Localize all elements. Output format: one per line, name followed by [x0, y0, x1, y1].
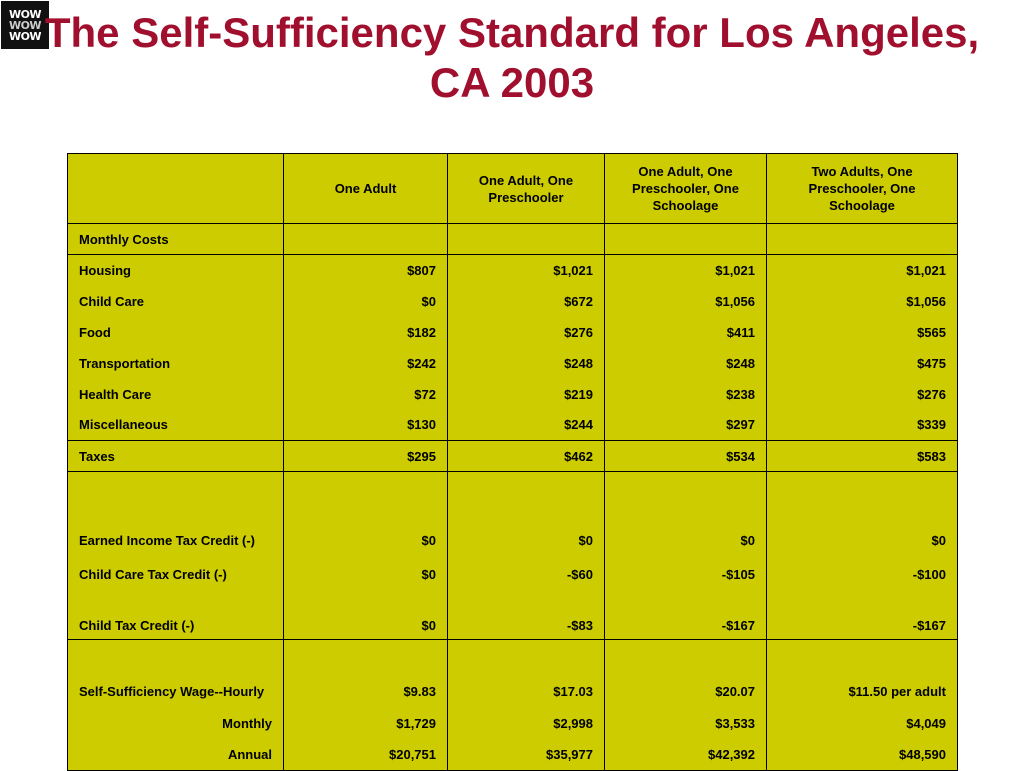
cell-value: $17.03 [448, 640, 605, 709]
row-label: Earned Income Tax Credit (-) [68, 472, 284, 556]
cell-value: $1,729 [284, 708, 448, 739]
row-label: Child Care [68, 286, 284, 317]
cell-value: $1,021 [605, 255, 767, 286]
cell-value: $42,392 [605, 739, 767, 770]
cell-value: $4,049 [767, 708, 958, 739]
cell-value: $1,056 [605, 286, 767, 317]
section-label: Monthly Costs [68, 224, 284, 255]
column-header: Two Adults, One Preschooler, One Schoolage [767, 154, 958, 224]
table-row [68, 593, 958, 640]
cell-value: $583 [767, 441, 958, 472]
cell-value: $276 [448, 317, 605, 348]
header-row [68, 154, 958, 224]
cell-value: -$100 [767, 555, 958, 593]
cell-value: $276 [767, 379, 958, 410]
cell-value: -$83 [448, 593, 605, 640]
cell-value: $462 [448, 441, 605, 472]
table-row [68, 555, 958, 593]
table-row [68, 441, 958, 472]
cell-value: $2,998 [448, 708, 605, 739]
cell-value: $339 [767, 410, 958, 441]
cell-value: $72 [284, 379, 448, 410]
table-row [68, 317, 958, 348]
cell-value: $297 [605, 410, 767, 441]
cell-value: $0 [284, 555, 448, 593]
cell-value: $1,021 [448, 255, 605, 286]
cell-value: $219 [448, 379, 605, 410]
cell-value: $20.07 [605, 640, 767, 709]
row-label: Health Care [68, 379, 284, 410]
cell-value: $1,056 [767, 286, 958, 317]
cell-value: $672 [448, 286, 605, 317]
row-label: Annual [68, 739, 284, 770]
table-row [68, 410, 958, 441]
row-label: Transportation [68, 348, 284, 379]
cell-value: $238 [605, 379, 767, 410]
cell-value: $248 [448, 348, 605, 379]
table-row [68, 255, 958, 286]
row-label: Child Care Tax Credit (-) [68, 555, 284, 593]
cell-value: $0 [284, 593, 448, 640]
table-row [68, 286, 958, 317]
cell-value: $182 [284, 317, 448, 348]
table-row [68, 379, 958, 410]
cell-value: $1,021 [767, 255, 958, 286]
row-label: Child Tax Credit (-) [68, 593, 284, 640]
table-row [68, 640, 958, 709]
cell-value: $35,977 [448, 739, 605, 770]
logo-line: WOW [8, 29, 42, 43]
cell-value: $0 [605, 472, 767, 556]
column-header: One Adult, One Preschooler [448, 154, 605, 224]
row-label: Miscellaneous [68, 410, 284, 441]
self-sufficiency-table [67, 153, 958, 771]
cell-value: -$167 [605, 593, 767, 640]
cell-value: $248 [605, 348, 767, 379]
row-label: Food [68, 317, 284, 348]
cell-value: $242 [284, 348, 448, 379]
cell-value: $11.50 per adult [767, 640, 958, 709]
cell-value: -$105 [605, 555, 767, 593]
cell-value: $244 [448, 410, 605, 441]
cell-value: $0 [448, 472, 605, 556]
cell-value: $295 [284, 441, 448, 472]
row-label: Monthly [68, 708, 284, 739]
cell-value: $0 [767, 472, 958, 556]
table-row [68, 739, 958, 770]
cell-value: $475 [767, 348, 958, 379]
cell-value: $20,751 [284, 739, 448, 770]
table-row [68, 708, 958, 739]
row-label: Housing [68, 255, 284, 286]
row-label: Self-Sufficiency Wage--Hourly [68, 640, 284, 709]
row-label: Taxes [68, 441, 284, 472]
page-title: The Self-Sufficiency Standard for Los Angeles, CA 2003 [44, 9, 980, 106]
cell-value: $3,533 [605, 708, 767, 739]
column-header: One Adult, One Preschooler, One Schoolage [605, 154, 767, 224]
column-header [68, 154, 284, 224]
cell-value: -$60 [448, 555, 605, 593]
cell-value: $534 [605, 441, 767, 472]
cell-value: -$167 [767, 593, 958, 640]
logo-line: WOW [8, 7, 42, 21]
table-row [68, 472, 958, 556]
table-row [68, 348, 958, 379]
cell-value: $0 [284, 286, 448, 317]
cell-value: $411 [605, 317, 767, 348]
cell-value: $807 [284, 255, 448, 286]
cell-value: $565 [767, 317, 958, 348]
column-header: One Adult [284, 154, 448, 224]
cell-value: $9.83 [284, 640, 448, 709]
section-row [68, 224, 958, 255]
cell-value: $48,590 [767, 739, 958, 770]
cell-value: $0 [284, 472, 448, 556]
logo-line: WOW [8, 18, 42, 32]
cell-value: $130 [284, 410, 448, 441]
